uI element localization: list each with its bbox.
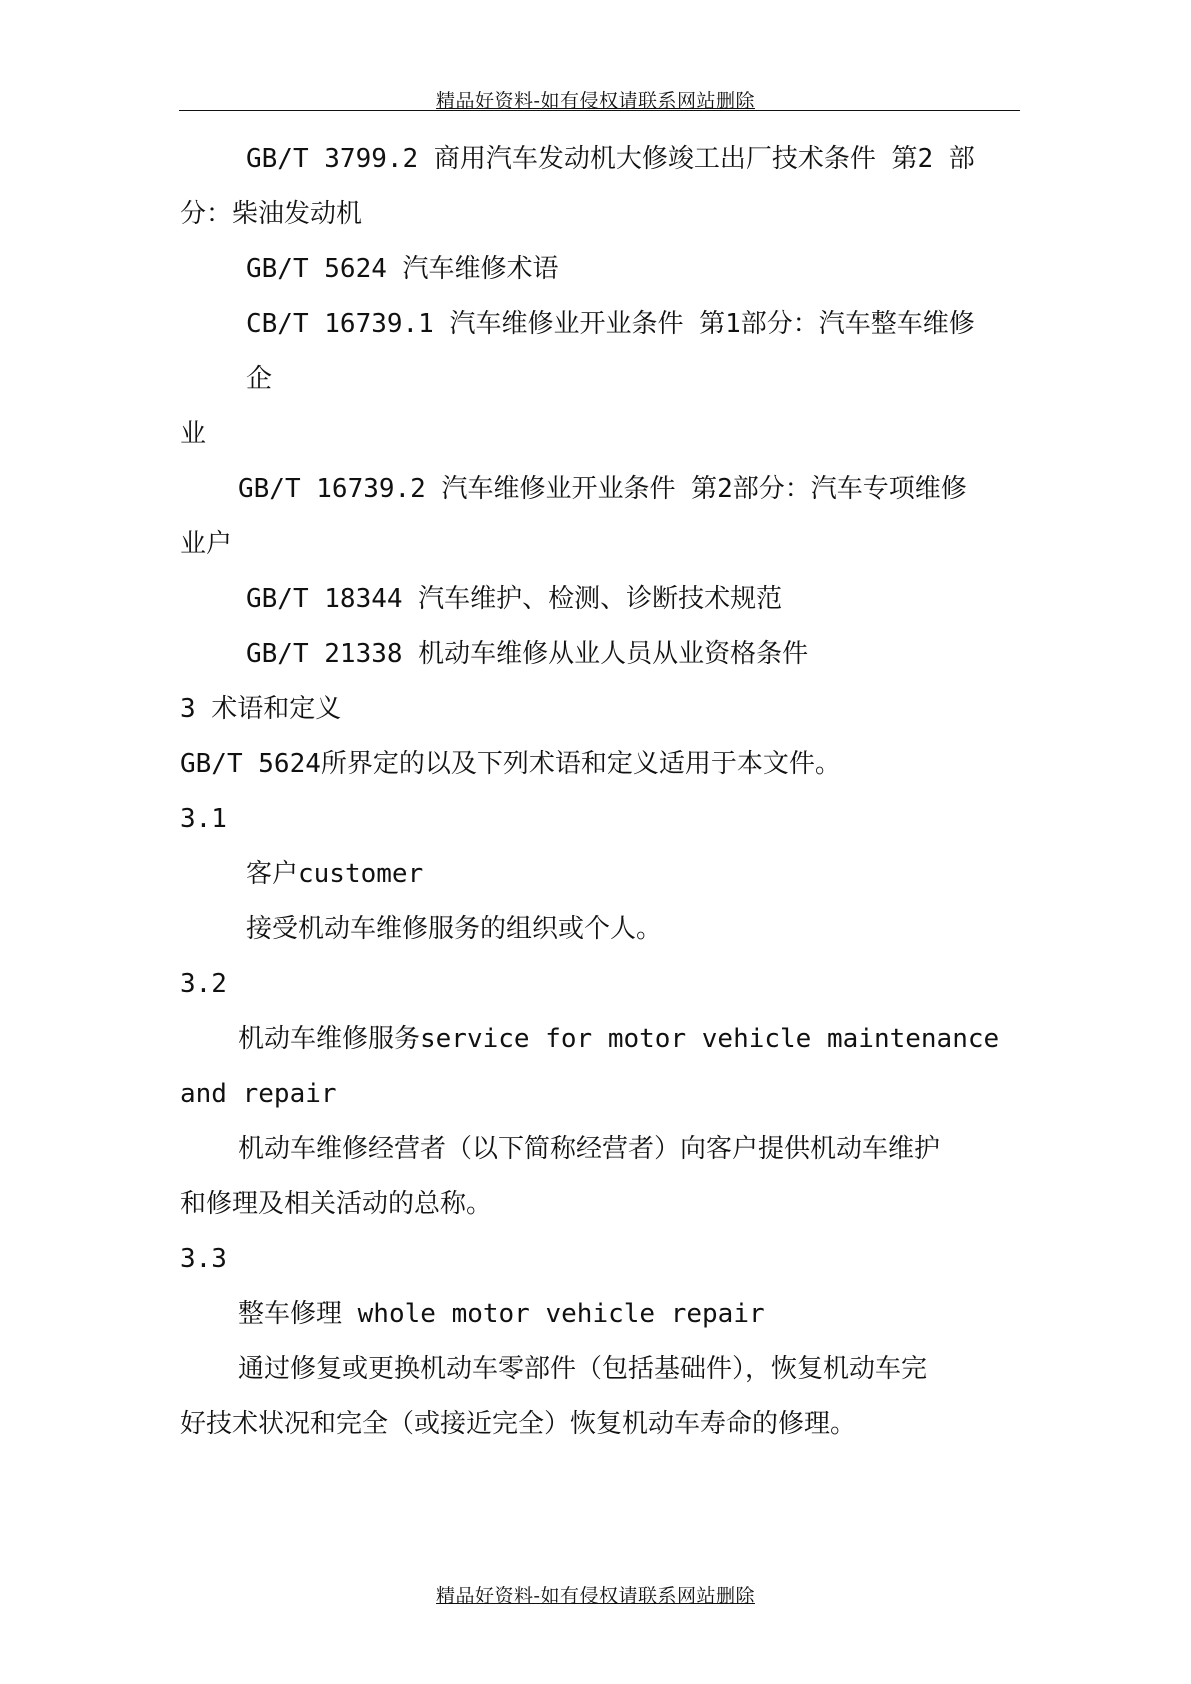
reference-line-4a: GB/T 16739.2 汽车维修业开业条件 第2部分：汽车专项维修 xyxy=(238,474,967,504)
reference-line-1b: 分：柴油发动机 xyxy=(180,199,363,229)
section-intro: GB/T 5624所界定的以及下列术语和定义适用于本文件。 xyxy=(180,749,841,779)
reference-line-1a: GB/T 3799.2 商用汽车发动机大修竣工出厂技术条件 第2 部 xyxy=(246,144,975,174)
term-3-3: 整车修理 whole motor vehicle repair xyxy=(238,1299,765,1329)
reference-line-5: GB/T 18344 汽车维护、检测、诊断技术规范 xyxy=(246,584,783,614)
reference-line-2: GB/T 5624 汽车维修术语 xyxy=(246,254,559,284)
term-3-2a: 机动车维修服务service for motor vehicle maintenance xyxy=(238,1024,1000,1054)
clause-number-3-3: 3.3 xyxy=(180,1244,227,1274)
definition-3-3b: 好技术状况和完全（或接近完全）恢复机动车寿命的修理。 xyxy=(180,1409,857,1439)
reference-line-6: GB/T 21338 机动车维修从业人员从业资格条件 xyxy=(246,639,809,669)
reference-line-3a: CB/T 16739.1 汽车维修业开业条件 第1部分：汽车整车维修 xyxy=(246,309,975,339)
term-3-1: 客户customer xyxy=(246,859,424,889)
header-rule xyxy=(179,110,1020,111)
section-heading: 3 术语和定义 xyxy=(180,694,342,724)
header-watermark: 精品好资料-如有侵权请联系网站删除 xyxy=(436,90,755,112)
definition-3-2b: 和修理及相关活动的总称。 xyxy=(180,1189,493,1219)
term-3-2b: and repair xyxy=(180,1079,337,1109)
footer-watermark: 精品好资料-如有侵权请联系网站删除 xyxy=(436,1585,755,1607)
reference-line-3b: 企 xyxy=(246,364,273,394)
definition-3-1: 接受机动车维修服务的组织或个人。 xyxy=(246,914,663,944)
reference-line-3c: 业 xyxy=(180,419,207,449)
clause-number-3-2: 3.2 xyxy=(180,969,227,999)
definition-3-3a: 通过修复或更换机动车零部件（包括基础件），恢复机动车完 xyxy=(238,1354,928,1384)
definition-3-2a: 机动车维修经营者（以下简称经营者）向客户提供机动车维护 xyxy=(238,1134,941,1164)
reference-line-4b: 业户 xyxy=(180,529,233,559)
clause-number-3-1: 3.1 xyxy=(180,804,227,834)
